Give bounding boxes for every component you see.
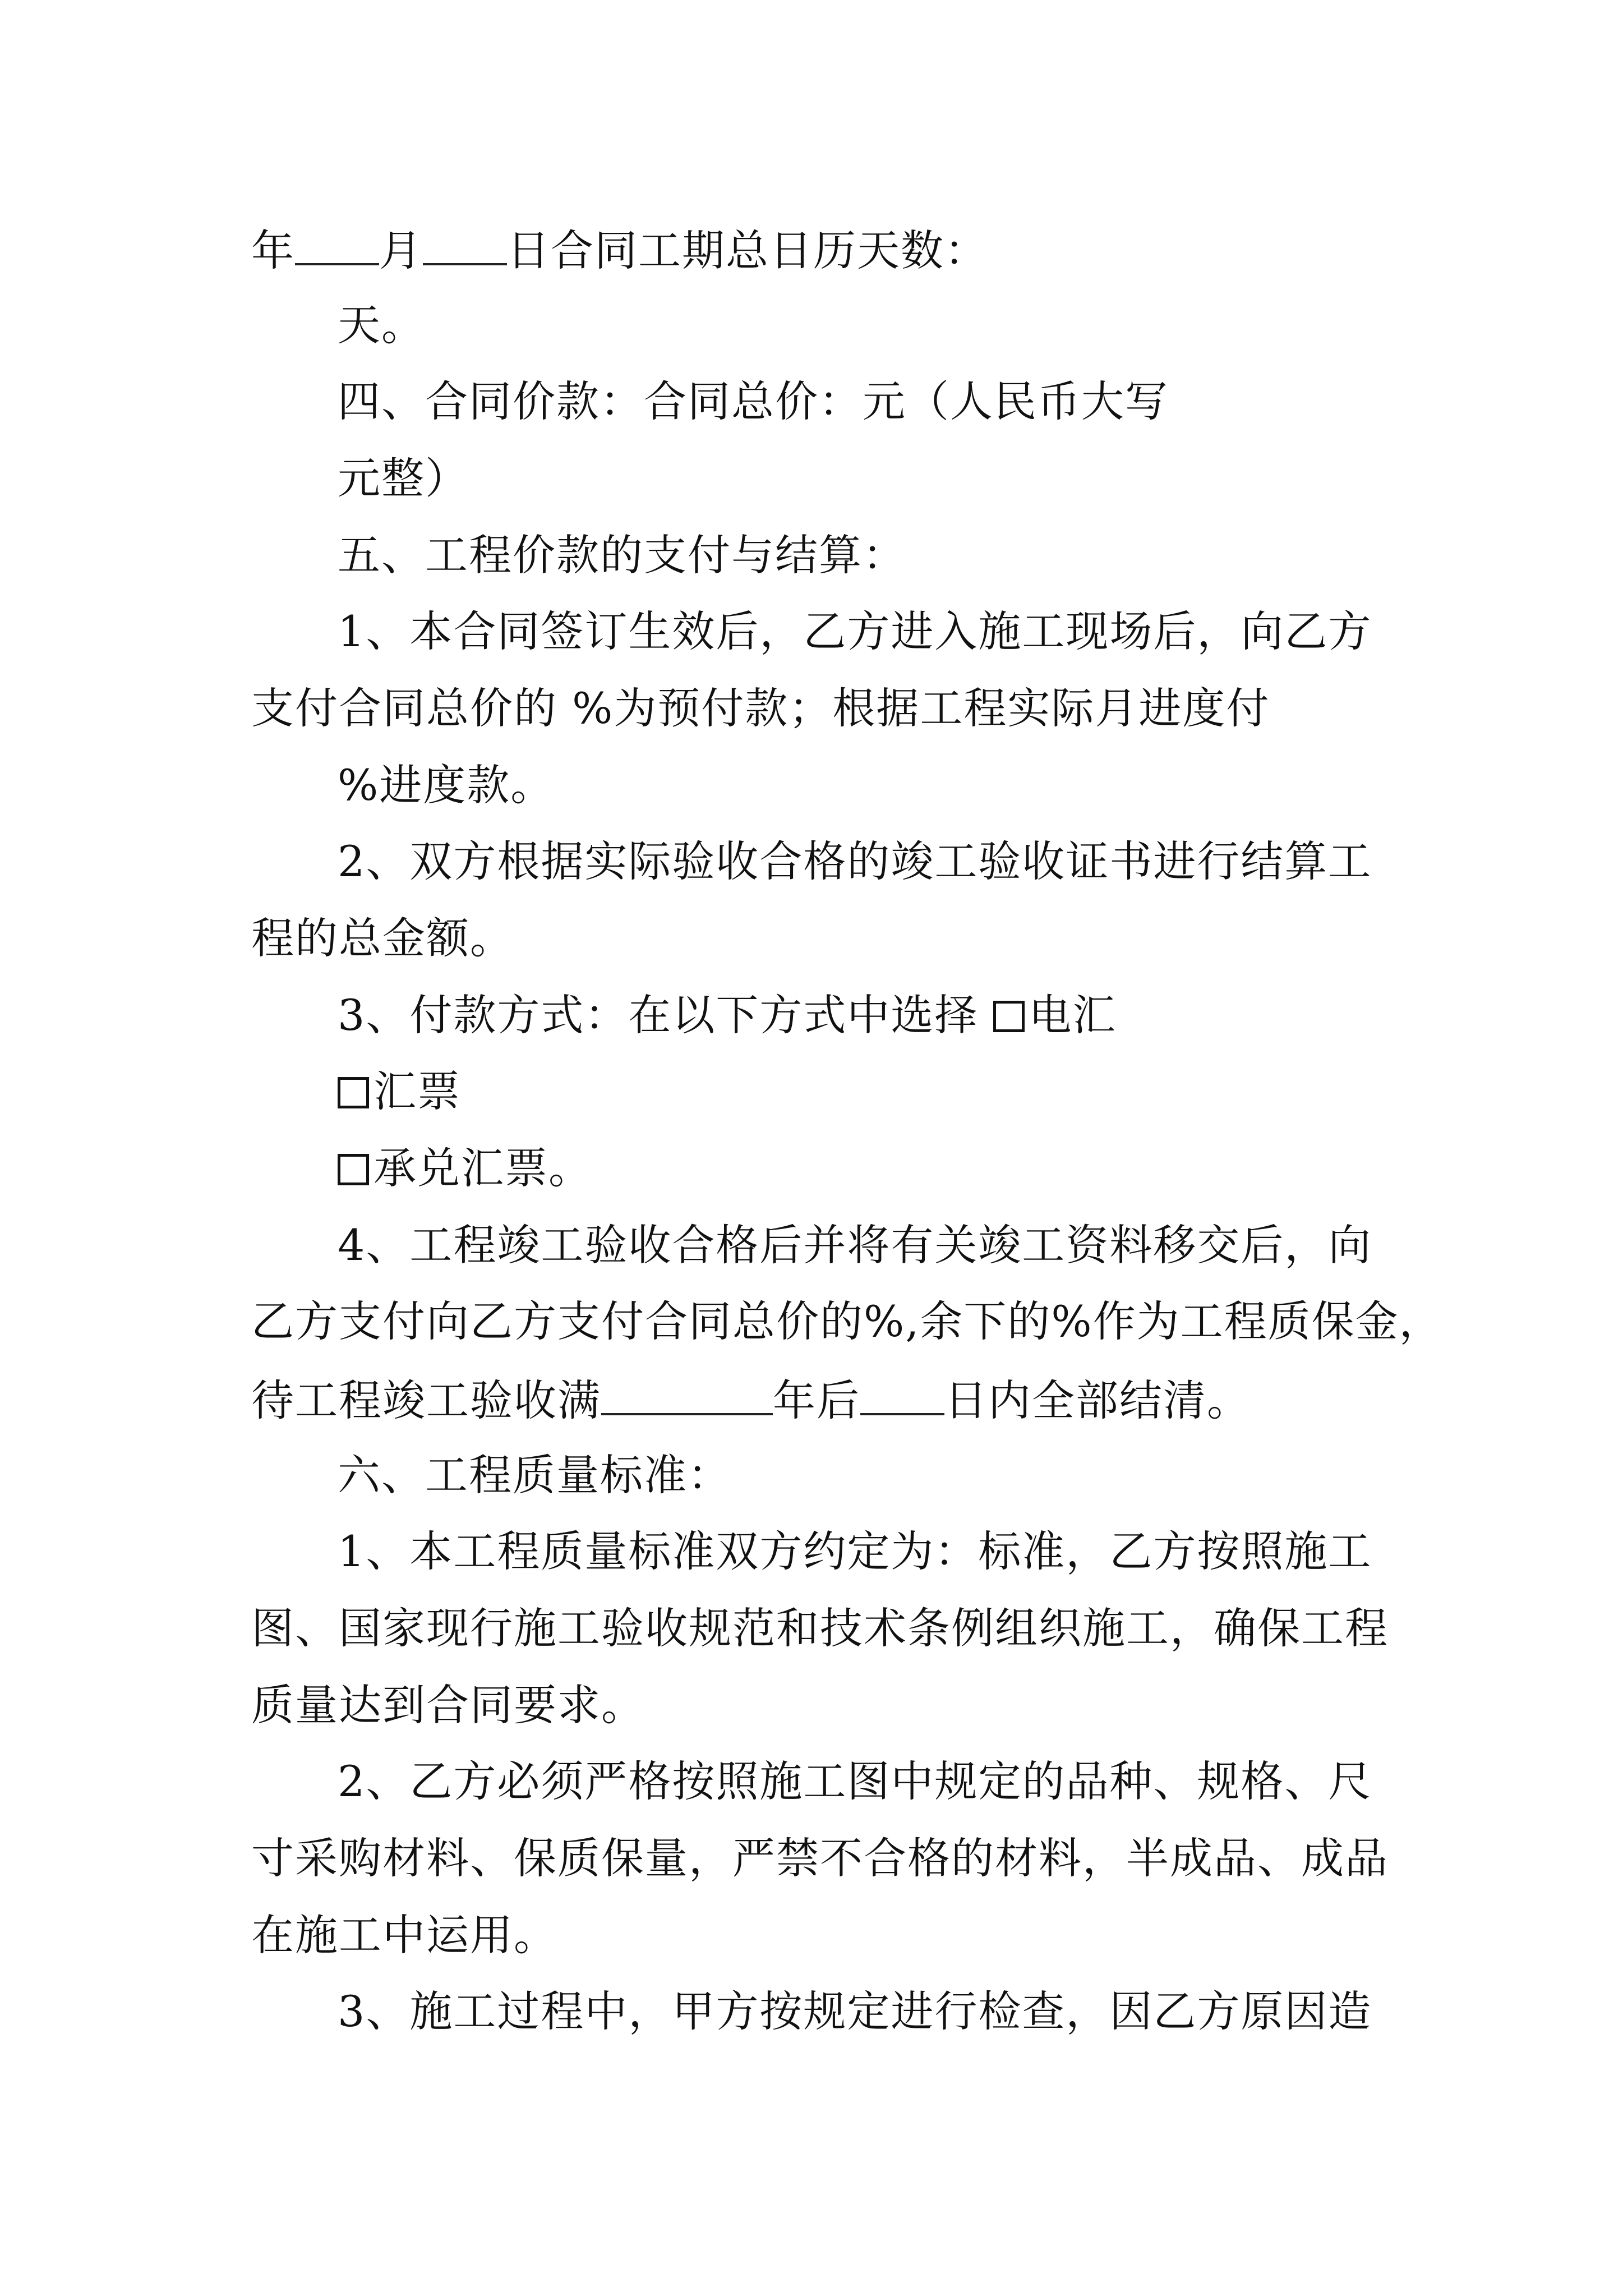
checkbox-icon [993, 1001, 1025, 1032]
text-line [338, 1066, 461, 1116]
text-line: 图、国家现行施工验收规范和技术条例组织施工，确保工程 [251, 1603, 1389, 1653]
text-segment: 日内全部结清。 [944, 1375, 1251, 1425]
fill-blank [601, 1377, 773, 1415]
text-line: 2、双方根据实际验收合格的竣工验收证书进行结算工 [338, 836, 1372, 886]
text-line: 元整） [338, 453, 469, 503]
text-line [338, 990, 1117, 1040]
text-line: 3、施工过程中，甲方按规定进行检查，因乙方原因造 [338, 1986, 1372, 2036]
text-line: 质量达到合同要求。 [251, 1680, 645, 1730]
text-segment: 3、付款方式：在以下方式中选择 [338, 990, 993, 1040]
checkbox-icon [338, 1154, 369, 1185]
payment-option-label: 承兑汇票。 [374, 1143, 592, 1193]
text-segment: 年 [251, 226, 295, 275]
text-line [338, 1143, 592, 1193]
fill-blank [860, 1377, 944, 1415]
text-line: %进度款。 [338, 760, 555, 810]
text-line: 1、本合同签订生效后，乙方进入施工现场后，向乙方 [338, 606, 1372, 656]
text-line: 程的总金额。 [251, 913, 514, 963]
payment-option-label: 汇票 [374, 1066, 461, 1116]
text-segment: 月 [379, 226, 423, 275]
fill-blank [295, 227, 379, 265]
section-heading: 五、工程价款的支付与结算： [338, 530, 906, 580]
text-line: 4、工程竣工验收合格后并将有关竣工资料移交后，向 [338, 1220, 1372, 1270]
checkbox-icon [338, 1077, 369, 1108]
fill-blank [423, 227, 507, 265]
section-heading: 六、工程质量标准： [338, 1450, 731, 1500]
text-line [251, 1375, 1251, 1425]
text-line: 支付合同总价的 %为预付款；根据工程实际月进度付 [251, 683, 1270, 733]
text-line: 1、本工程质量标准双方约定为：标准，乙方按照施工 [338, 1526, 1372, 1576]
text-segment: 待工程竣工验收满 [251, 1375, 601, 1425]
text-line: 乙方支付向乙方支付合同总价的%,余下的%作为工程质保金， [251, 1296, 1443, 1346]
text-line: 在施工中运用。 [251, 1910, 557, 1960]
text-line: 天。 [338, 300, 425, 350]
section-heading: 四、合同价款：合同总价：元（人民币大写 [338, 376, 1169, 426]
payment-option-label: 电汇 [1029, 990, 1117, 1040]
text-line [251, 226, 988, 275]
text-line: 2、乙方必须严格按照施工图中规定的品种、规格、尺 [338, 1756, 1372, 1806]
text-segment: 年后 [773, 1375, 860, 1425]
text-segment: 日合同工期总日历天数： [507, 226, 988, 275]
text-line: 寸采购材料、保质保量，严禁不合格的材料，半成品、成品 [251, 1833, 1389, 1883]
